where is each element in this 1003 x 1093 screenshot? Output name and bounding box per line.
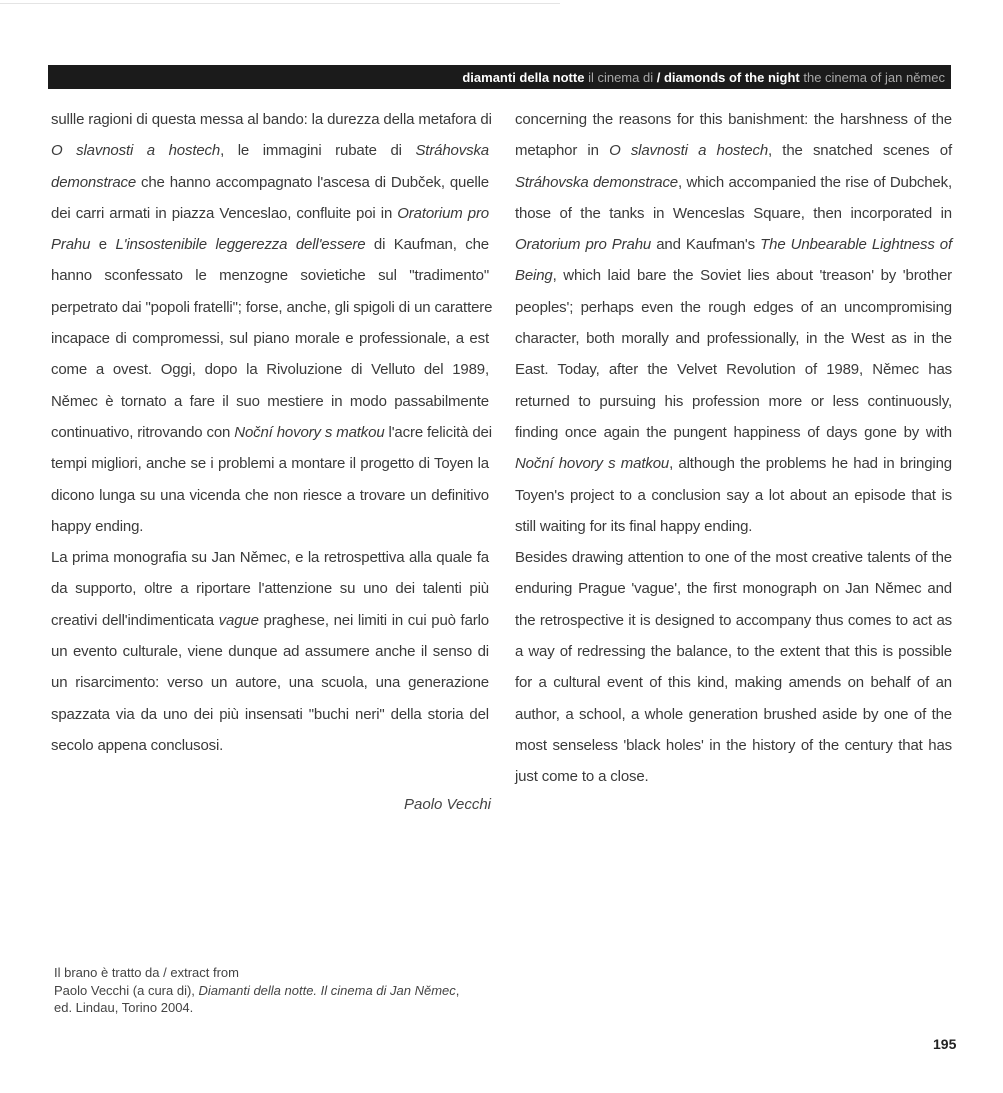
text-line bbox=[51, 573, 489, 604]
text-segment: those of the tanks in Wenceslas Square, then incorporated in bbox=[515, 204, 952, 222]
text-segment: , although the problems he had in bringing bbox=[669, 455, 952, 473]
header-separator: / bbox=[656, 69, 661, 85]
text-line bbox=[515, 229, 952, 260]
text-line bbox=[515, 542, 952, 573]
text-segment: for a cultural event of this kind, making amends on behalf of an bbox=[515, 674, 952, 692]
header-title-it: diamanti della notte bbox=[462, 69, 585, 85]
header-title-en: diamonds of the night bbox=[663, 69, 800, 85]
text-segment: dei carri armati in piazza Venceslao, confluite poi in bbox=[51, 204, 398, 222]
text-segment: concerning the reasons for this banishment: the harshness of the bbox=[515, 111, 952, 128]
text-line bbox=[515, 260, 952, 291]
text-segment: e bbox=[90, 236, 116, 254]
text-line bbox=[515, 198, 952, 229]
italic-title-segment: Noční hovory s matkou bbox=[515, 455, 670, 473]
text-segment: spazzata via da uno dei più insensati "buchi neri" della storia del bbox=[51, 705, 489, 723]
text-segment: still waiting for its final happy ending. bbox=[515, 517, 753, 535]
text-segment: Toyen's project to a conclusion say a lot about an episode that is bbox=[515, 486, 952, 504]
text-segment: perpetrato dai "popoli fratelli"; forse, anche, gli spigoli di un carattere bbox=[51, 298, 493, 316]
text-line bbox=[51, 386, 489, 417]
text-line bbox=[51, 605, 489, 636]
header-subtitle-it: il cinema di bbox=[588, 69, 654, 85]
text-segment: continuativo, ritrovando con bbox=[51, 423, 235, 441]
text-segment: incapace di compromessi, sul piano morale e professionale, a est bbox=[51, 330, 489, 348]
text-segment: most senseless 'black holes' in the history of the century that has bbox=[515, 736, 952, 754]
text-line bbox=[515, 761, 952, 792]
text-line bbox=[515, 448, 952, 479]
text-line bbox=[51, 354, 489, 385]
text-line bbox=[51, 480, 489, 511]
text-line bbox=[515, 667, 952, 698]
text-segment: and Kaufman's bbox=[651, 236, 761, 254]
text-line bbox=[51, 260, 489, 291]
text-segment: hanno sconfessato le menzogne sovietiche sul "tradimento" bbox=[51, 267, 489, 285]
text-segment: enduring Prague 'vague', the first monograph on Jan Němec and bbox=[515, 580, 952, 598]
italic-title-segment: vague bbox=[218, 611, 259, 629]
text-line bbox=[51, 135, 489, 166]
source-note-punct: , bbox=[455, 982, 460, 998]
text-segment: dicono lunga su una vicenda che non riesce a trovare un definitivo bbox=[51, 486, 489, 504]
text-segment: un evento culturale, viene dunque ad assumere anche il senso di bbox=[51, 643, 489, 661]
source-note-author: Paolo Vecchi (a cura di), bbox=[54, 982, 199, 998]
text-segment: the retrospective it is designed to accompany thus comes to act as bbox=[515, 611, 952, 629]
top-hairline bbox=[0, 3, 560, 4]
text-line bbox=[515, 511, 952, 542]
text-segment: just come to a close. bbox=[515, 768, 649, 786]
text-line bbox=[515, 730, 952, 761]
text-line bbox=[51, 730, 489, 761]
text-segment: secolo appena conclusosi. bbox=[51, 736, 224, 754]
text-segment: East. Today, after the Velvet Revolution of 1989, Němec has bbox=[515, 361, 952, 379]
text-segment: di Kaufman, che bbox=[365, 236, 489, 254]
text-segment: author, a school, a whole generation brushed aside by one of the bbox=[515, 705, 952, 723]
text-line bbox=[51, 292, 493, 323]
text-line bbox=[51, 167, 489, 198]
text-line bbox=[515, 354, 952, 385]
text-line bbox=[515, 636, 952, 667]
text-line bbox=[51, 417, 492, 448]
text-line bbox=[515, 573, 952, 604]
text-line bbox=[515, 292, 952, 323]
text-segment: l'acre felicità dei bbox=[384, 423, 492, 441]
text-line bbox=[51, 323, 489, 354]
text-segment: Besides drawing attention to one of the most creative talents of the bbox=[515, 549, 952, 567]
text-line bbox=[515, 135, 952, 166]
source-note-line-3: ed. Lindau, Torino 2004. bbox=[54, 1000, 194, 1015]
italian-text-column bbox=[51, 104, 493, 761]
text-line bbox=[515, 323, 952, 354]
text-segment: , which laid bare the Soviet lies about 'treason' by 'brother bbox=[552, 267, 952, 285]
text-segment: a way of redressing the balance, to the extent that this is possible bbox=[515, 643, 952, 661]
text-line bbox=[515, 386, 952, 417]
text-segment: da supporto, oltre a riportare l'attenzione su uno dei talenti più bbox=[51, 580, 489, 598]
italic-title-segment: Stráhovska bbox=[415, 142, 489, 160]
italic-title-segment: Oratorium pro bbox=[397, 204, 489, 222]
source-note-line-2 bbox=[54, 982, 459, 1000]
source-note-line-1: Il brano è tratto da / extract from bbox=[54, 965, 239, 980]
text-segment: La prima monografia su Jan Němec, e la retrospettiva alla quale fa bbox=[51, 549, 489, 567]
text-line bbox=[515, 104, 952, 135]
text-segment: un risarcimento: verso un autore, una scuola, una generazione bbox=[51, 674, 489, 692]
italic-title-segment: Being bbox=[515, 267, 553, 285]
text-segment: metaphor in bbox=[515, 142, 610, 160]
italic-title-segment: demonstrace bbox=[51, 173, 137, 191]
text-line bbox=[51, 198, 489, 229]
text-line bbox=[515, 167, 952, 198]
text-segment: , le immagini rubate di bbox=[220, 142, 416, 160]
italic-title-segment: The Unbearable Lightness of bbox=[760, 236, 953, 254]
text-segment: character, both morally and professionally, in the West as in the bbox=[515, 330, 952, 348]
italic-title-segment: Prahu bbox=[51, 236, 91, 254]
italic-title-segment: O slavnosti a hostech bbox=[609, 142, 769, 160]
text-segment: praghese, nei limiti in cui può farlo bbox=[258, 611, 489, 629]
italic-title-segment: Stráhovska demonstrace bbox=[515, 173, 679, 191]
text-line bbox=[51, 448, 489, 479]
page-number: 195 bbox=[933, 1036, 957, 1052]
text-line bbox=[51, 542, 489, 573]
text-segment: tempi migliori, anche se i problemi a montare il progetto di Toyen la bbox=[51, 455, 489, 473]
text-line bbox=[515, 699, 952, 730]
text-line bbox=[515, 480, 952, 511]
text-segment: creativi dell'indimenticata bbox=[51, 611, 219, 629]
text-segment: peoples'; perhaps even the rough edges of an uncompromising bbox=[515, 298, 952, 316]
italic-title-segment: Noční hovory s matkou bbox=[234, 423, 385, 441]
text-segment: happy ending. bbox=[51, 517, 144, 535]
text-line bbox=[51, 104, 492, 135]
text-line bbox=[51, 667, 489, 698]
text-segment: Němec è tornato a fare il suo mestiere in modo passabilmente bbox=[51, 392, 489, 410]
text-line bbox=[51, 229, 489, 260]
text-segment: , which accompanied the rise of Dubchek, bbox=[678, 173, 952, 191]
text-segment: finding once again the pungent happiness of days gone by with bbox=[515, 423, 952, 441]
text-line bbox=[515, 605, 952, 636]
header-subtitle-en: the cinema of jan němec bbox=[803, 69, 945, 85]
source-note bbox=[54, 964, 459, 1017]
author-signature: Paolo Vecchi bbox=[404, 796, 491, 813]
text-segment: returned to pursuing his profession more or less continuously, bbox=[515, 392, 952, 410]
text-segment: sullle ragioni di questa messa al bando: la durezza della metafora di bbox=[51, 111, 492, 128]
source-note-book-title: Diamanti della notte. Il cinema di Jan Němec bbox=[198, 982, 456, 998]
text-line bbox=[515, 417, 952, 448]
italic-title-segment: O slavnosti a hostech bbox=[51, 142, 221, 160]
text-segment: , the snatched scenes of bbox=[768, 142, 952, 160]
running-header bbox=[48, 65, 951, 89]
italic-title-segment: L'insostenibile leggerezza dell'essere bbox=[115, 236, 366, 254]
text-line bbox=[51, 511, 489, 542]
text-line bbox=[51, 699, 489, 730]
text-segment: che hanno accompagnato l'ascesa di Dubček, quelle bbox=[136, 173, 489, 191]
italic-title-segment: Oratorium pro Prahu bbox=[515, 236, 652, 254]
english-text-column bbox=[515, 104, 952, 793]
text-segment: come a ovest. Oggi, dopo la Rivoluzione di Velluto del 1989, bbox=[51, 361, 489, 379]
text-line bbox=[51, 636, 489, 667]
